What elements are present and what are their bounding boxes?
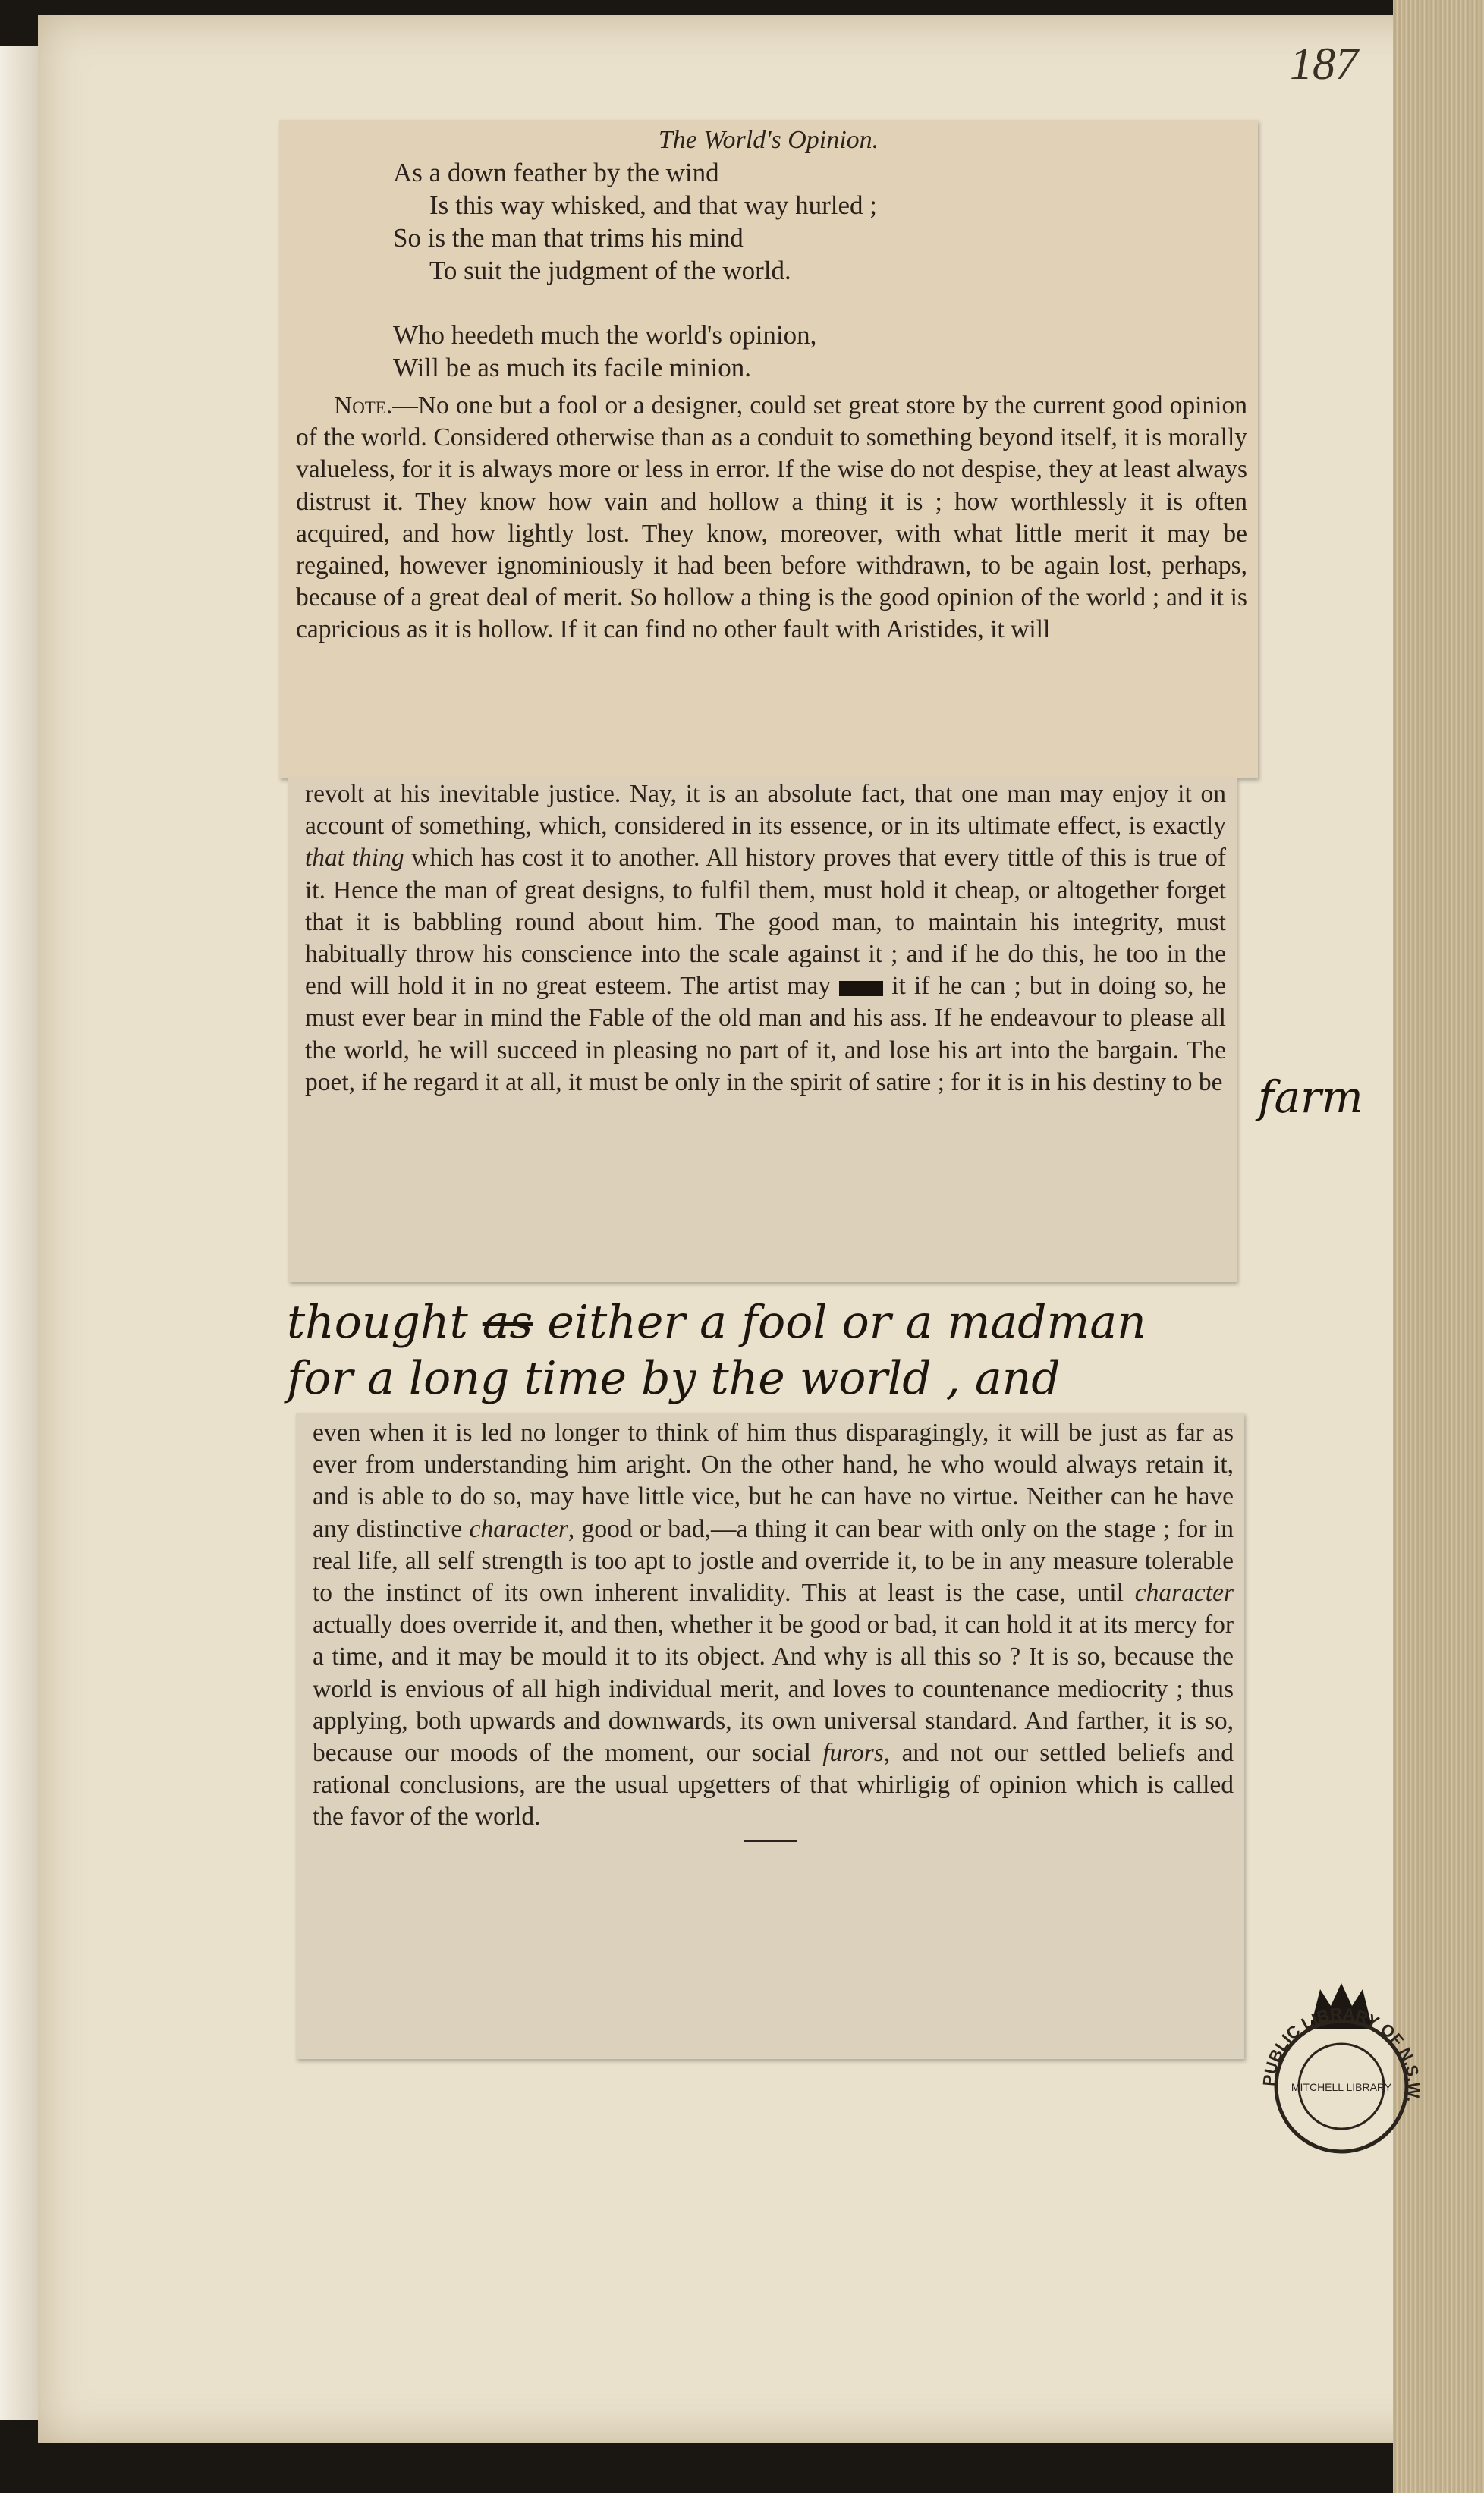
verse-line: Will be as much its facile minion.: [393, 353, 751, 382]
verse-line: Who heedeth much the world's opinion,: [393, 320, 817, 350]
margin-annotation: farm: [1258, 1071, 1363, 1123]
note-text: —No one but a fool or a designer, could set great store by the current good opinion of the world. Considered otherwise than as a conduit to something beyond itself, it is morally valueless, for it is always more or less in error. If the wise do not despise, they at least always distrust it. They know how vain and hollow a thing it is ; how worthlessly it is often acquired, and how lightly lost. They know, moreover, with what little merit it may be regained, however ignominiously it had been before withdrawn, to be again lost, perhaps, because of a great deal of merit. So hollow a thing is the good opinion of the world ; and it is capricious as it is hollow. If it can find no other fault with Aristides, it will: [296, 391, 1247, 644]
poem-verse: [393, 156, 1258, 384]
handwritten-text: either a fool or a madman: [547, 1296, 1146, 1349]
newspaper-clipping-2: [288, 778, 1237, 1282]
page-number: 187: [1290, 39, 1358, 89]
note-italic-text: furors: [822, 1739, 884, 1768]
note-paragraph-part-2: [288, 778, 1237, 1099]
ink-blot: [839, 981, 883, 996]
left-page-edge: [0, 46, 39, 2420]
note-italic-text: character: [469, 1514, 568, 1543]
note-italic-text: character: [1134, 1579, 1234, 1608]
verse-line: Is this way whisked, and that way hurled ;: [429, 190, 878, 220]
note-paragraph-part-1: [279, 390, 1258, 646]
note-text: even when it is led no longer to think of him thus disparagingly, it will be just as far as ever from understanding him aright. On the other hand, he who would always retain it, and is able to do so, may have little vice, but he can have no virtue. Neither can he have any distinctive: [313, 1419, 1234, 1543]
note-text: it if he can ; but in doing so, he must ever bear in mind the Fable of the old man and his ass. If he endeavour to please all the world, he will succeed in pleasing no part of it, and lose his art into the bargain. The poet, if he regard it at all, it must be only in the spirit of satire ; for it is in his destiny to be: [305, 972, 1227, 1096]
struck-word: as: [482, 1296, 533, 1349]
stamp-center-text: MITCHELL LIBRARY: [1291, 2081, 1392, 2093]
clipping-title: The World's Opinion.: [658, 126, 879, 154]
end-rule: [744, 1840, 797, 1842]
newspaper-clipping-1: [279, 120, 1258, 778]
library-stamp: [1250, 1973, 1432, 2155]
verse-line: As a down feather by the wind: [393, 158, 719, 187]
note-italic-text: that thing: [305, 844, 404, 872]
note-paragraph-part-3: [296, 1413, 1244, 1834]
note-text: , and not our settled beliefs and rational conclusions, are the usual upgetters of that whirligig of opinion which is called the favor of the world.: [313, 1739, 1234, 1831]
note-text: which has cost it to another. All history proves that every tittle of this is true of it. Hence the man of great designs, to fulfil them, must hold it cheap, or altogether forget that it is babbling round about him. The good man, to maintain his integrity, must habitually throw his conscience into the scale against it ; and if he do this, he too in the end will hold it in no great esteem. The artist may: [305, 844, 1227, 1001]
note-text: , good or bad,—a thing it can bear with only on the stage ; for in real life, all self strength is too apt to jostle and override it, to be in any measure tolerable to the instinct of its own inherent invalidity. This at least is the case, until: [313, 1514, 1234, 1608]
newspaper-clipping-3: [296, 1413, 1244, 2059]
verse-line: To suit the judgment of the world.: [429, 256, 791, 285]
verse-line: So is the man that trims his mind: [393, 223, 744, 253]
note-label: Note.: [334, 391, 393, 420]
handwritten-line-1: [287, 1296, 1146, 1349]
stamp-ring-text: PUBLIC LIBRARY OF N.S.W.: [1259, 2004, 1424, 2105]
note-text: revolt at his inevitable justice. Nay, it is an absolute fact, that one man may enjoy it on account of something, which, considered in its essence, or in its ultimate effect, is exactly: [305, 780, 1226, 841]
handwritten-line-2: for a long time by the world , and: [287, 1352, 1061, 1405]
note-text: actually does override it, and then, whether it be good or bad, it can hold it at its mercy for a time, and it may be mould it to its object. And why is all this so ? It is so, because the world is envious of all high individual merit, and loves to countenance mediocrity ; thus applying, both upwards and downwards, its own universal standard. And farther, it is so, because our moods of the moment, our social: [313, 1611, 1234, 1768]
handwritten-word: thought: [287, 1296, 468, 1349]
